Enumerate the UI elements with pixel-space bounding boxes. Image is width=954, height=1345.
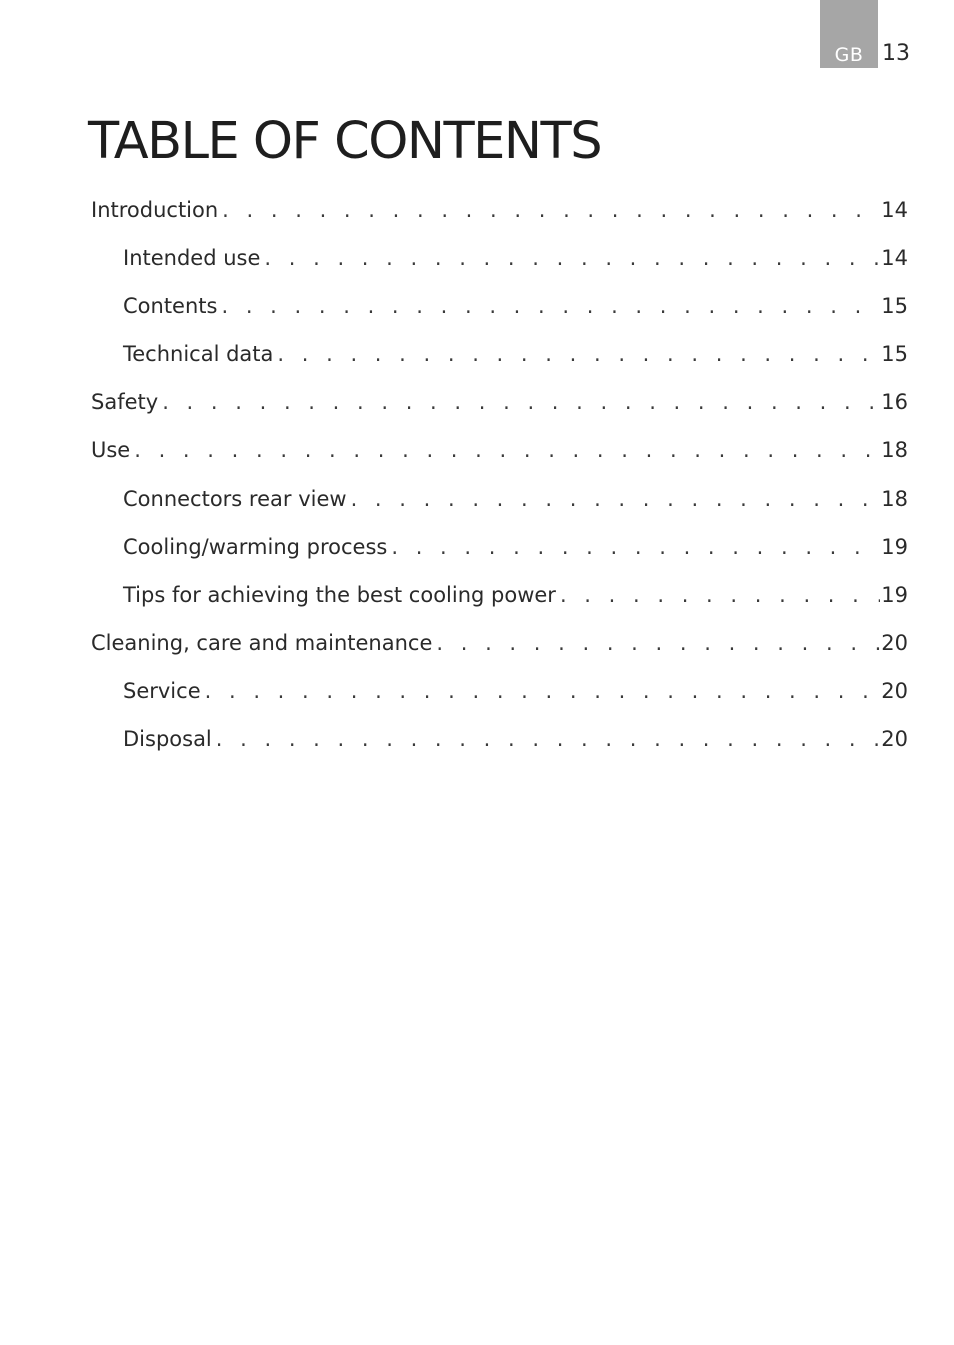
dot-leader xyxy=(432,631,880,655)
toc-entry-page: 16 xyxy=(881,390,908,415)
toc-entry-label: Connectors rear view xyxy=(123,486,347,511)
toc-entry-label: Disposal xyxy=(123,727,212,752)
page-title: TABLE OF CONTENTS xyxy=(88,112,602,171)
toc-entry-label: Technical data xyxy=(123,342,274,367)
toc-entry-technical-data[interactable] xyxy=(91,342,908,390)
toc-entry-label: Contents xyxy=(123,294,218,319)
dot-leader xyxy=(387,535,880,559)
toc-entry-cleaning-care-maintenance[interactable] xyxy=(91,631,908,679)
toc-entry-connectors-rear-view[interactable] xyxy=(91,487,908,535)
page-number: 13 xyxy=(882,41,910,66)
table-of-contents xyxy=(91,198,908,775)
dot-leader xyxy=(347,487,880,511)
toc-entry-page: 19 xyxy=(881,534,908,559)
dot-leader xyxy=(217,294,880,318)
toc-entry-introduction[interactable] xyxy=(91,198,908,246)
toc-entry-service[interactable] xyxy=(91,679,908,727)
toc-entry-page: 14 xyxy=(881,246,908,271)
toc-entry-contents[interactable] xyxy=(91,294,908,342)
toc-entry-label: Service xyxy=(123,678,201,703)
toc-entry-page: 18 xyxy=(881,486,908,511)
toc-entry-page: 20 xyxy=(881,678,908,703)
dot-leader xyxy=(212,727,880,751)
toc-entry-page: 15 xyxy=(881,294,908,319)
language-tab xyxy=(820,0,878,68)
toc-entry-tips-cooling-power[interactable] xyxy=(91,583,908,631)
toc-entry-intended-use[interactable] xyxy=(91,246,908,294)
toc-entry-label: Safety xyxy=(91,390,159,415)
toc-entry-disposal[interactable] xyxy=(91,727,908,775)
dot-leader xyxy=(130,438,880,462)
language-tab-label: GB xyxy=(834,44,864,66)
toc-entry-label: Tips for achieving the best cooling power xyxy=(123,582,556,607)
toc-entry-label: Cleaning, care and maintenance xyxy=(91,630,433,655)
dot-leader xyxy=(273,342,880,366)
dot-leader xyxy=(260,246,880,270)
toc-entry-safety[interactable] xyxy=(91,390,908,438)
toc-entry-page: 19 xyxy=(881,582,908,607)
toc-entry-page: 15 xyxy=(881,342,908,367)
dot-leader xyxy=(556,583,880,607)
dot-leader xyxy=(218,198,880,222)
dot-leader xyxy=(158,390,880,414)
toc-entry-cooling-warming-process[interactable] xyxy=(91,535,908,583)
toc-entry-page: 20 xyxy=(881,727,908,752)
dot-leader xyxy=(201,679,880,703)
toc-entry-label: Use xyxy=(91,438,131,463)
toc-entry-page: 18 xyxy=(881,438,908,463)
toc-entry-page: 14 xyxy=(881,198,908,222)
toc-entry-label: Intended use xyxy=(123,246,261,271)
toc-entry-label: Introduction xyxy=(91,198,219,222)
toc-entry-use[interactable] xyxy=(91,438,908,486)
toc-entry-label: Cooling/warming process xyxy=(123,534,388,559)
toc-entry-page: 20 xyxy=(881,630,908,655)
